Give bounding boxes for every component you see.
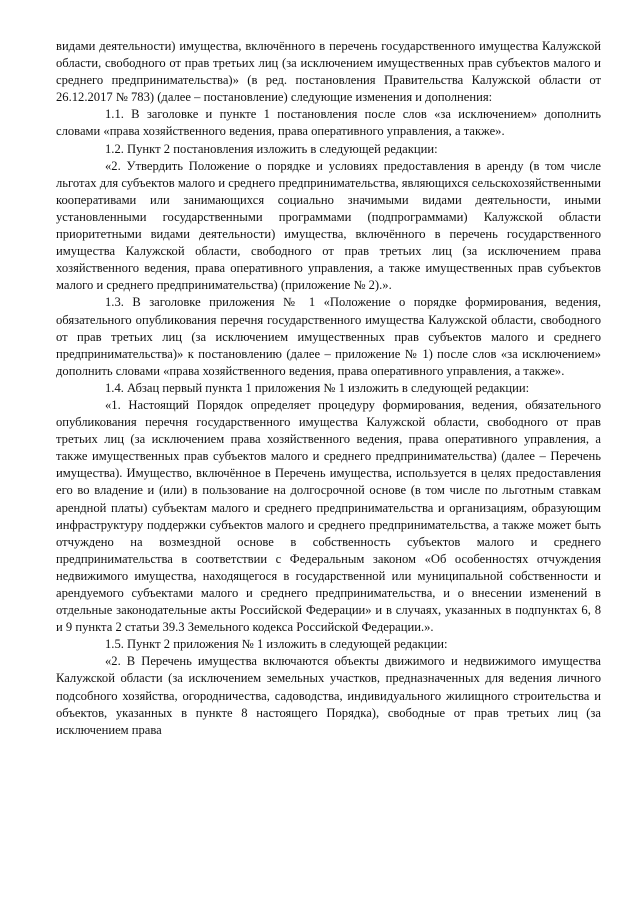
document-page [56,38,601,739]
paragraph-1-1: 1.1. В заголовке и пункте 1 постановления после слов «за исключением» дополнить словами «права хозяйственного ведения, права оперативного управления, а также». [56,107,601,139]
paragraph-1-2-quote: «2. Утвердить Положение о порядке и условиях предоставления в аренду (в том числе льготах для субъектов малого и среднего предпринимательства, являющихся сельскохозяйственными кооперативами или занимающихся социально значимыми видами деятельности, иными установленными государственными программами (подпрограммами) Калужской области приоритетными видами деятельности) имущества, включённого в перечень государственного имущества Калужской области, свободного от прав третьих лиц (за исключением права хозяйственного ведения, права оперативного управления, а также имущественных прав субъектов малого и среднего предпринимательства) (приложение № 2).». [56,158,601,293]
paragraph-1-4-quote: «1. Настоящий Порядок определяет процедуру формирования, ведения, обязательного опубликования перечня государственного имущества Калужской области, свободного от прав третьих лиц (за исключением права хозяйственного ведения, права оперативного управления, а также имущественных прав субъектов малого и среднего предпринимательства) (далее – Перечень имущества). Имущество, включённое в Перечень имущества, используется в целях предоставления его во владение и (или) в пользование на долгосрочной основе (в том числе по льготным ставкам арендной платы) субъектам малого и среднего предпринимательства и организациям, образующим инфраструктуру поддержки субъектов малого и среднего предпринимательства, а также может быть отчуждено на возмездной основе в собственность субъектов малого и среднего предпринимательства в соответствии с Федеральным законом «Об особенностях отчуждения недвижимого имущества, находящегося в государственной или муниципальной собственности и арендуемого субъектами малого и среднего предпринимательства, и о внесении изменений в отдельные законодательные акты Российской Федерации» и в случаях, указанных в подпунктах 6, 8 и 9 пункта 2 статьи 39.3 Земельного кодекса Российской Федерации.». [56,397,601,635]
paragraph-1-5: 1.5. Пункт 2 приложения № 1 изложить в следующей редакции: [105,637,448,652]
paragraph-1-4: 1.4. Абзац первый пункта 1 приложения № 1 изложить в следующей редакции: [105,380,530,395]
paragraph-1-3: 1.3. В заголовке приложения № 1 «Положение о порядке формирования, ведения, обязательного опубликования перечня государственного имущества Калужской области, свободного от прав третьих лиц (за исключением имущественных прав субъектов малого и среднего предпринимательства)» к постановлению (далее – приложение № 1) после слов «за исключением» дополнить словами «права хозяйственного ведения, права оперативного управления, а также». [56,295,601,378]
paragraph-intro: видами деятельности) имущества, включённого в перечень государственного имущества Калужской области, свободного от прав третьих лиц (за исключением имущественных прав субъектов малого и среднего предпринимательства)» (в ред. постановления Правительства Калужской области от 26.12.2017 № 783) (далее – постановление) следующие изменения и дополнения: [56,39,601,105]
paragraph-1-5-quote: «2. В Перечень имущества включаются объекты движимого и недвижимого имущества Калужской области (за исключением земельных участков, предназначенных для ведения личного подсобного хозяйства, огородничества, садоводства, индивидуального жилищного строительства и объектов, указанных в пункте 8 настоящего Порядка), свободные от прав третьих лиц (за исключением права [56,654,601,737]
paragraph-1-2: 1.2. Пункт 2 постановления изложить в следующей редакции: [105,141,438,156]
